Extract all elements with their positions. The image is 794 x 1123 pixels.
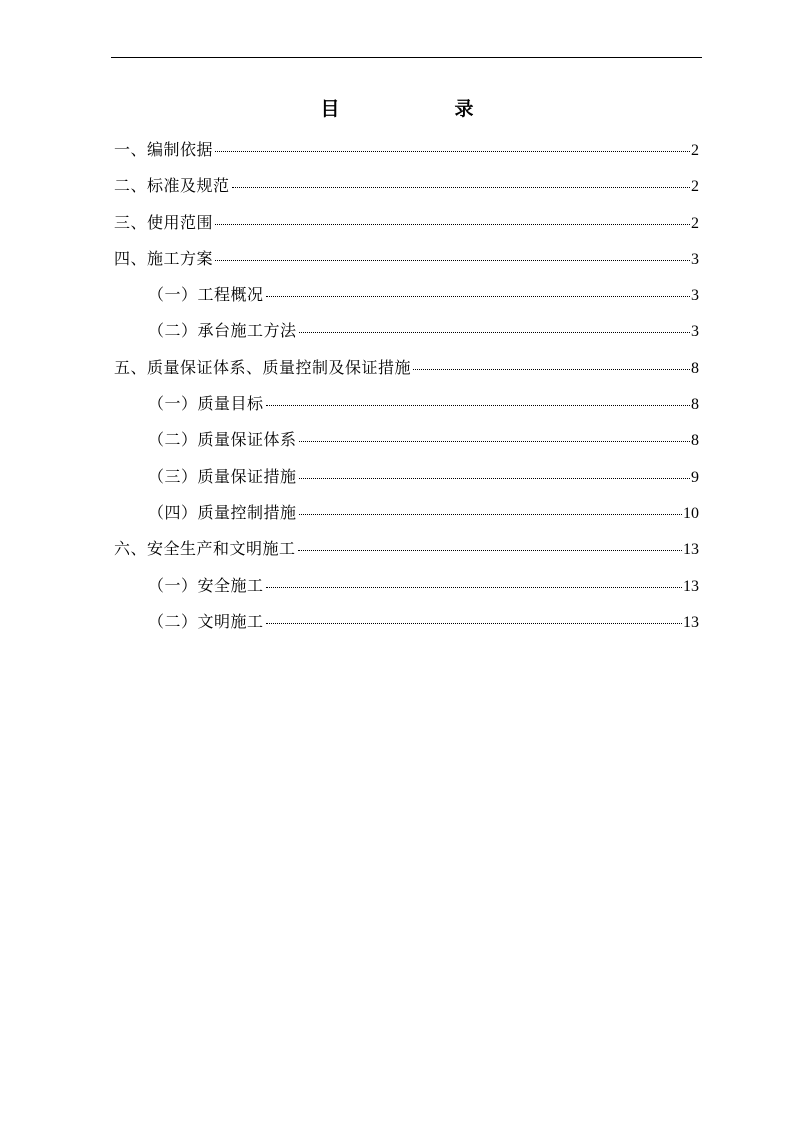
toc-leader-dots xyxy=(232,187,690,188)
header-rule xyxy=(111,57,702,58)
table-of-contents xyxy=(114,136,699,644)
toc-entry-page: 8 xyxy=(691,359,699,377)
toc-entry-page: 3 xyxy=(691,287,699,305)
toc-leader-dots xyxy=(299,478,690,479)
toc-leader-dots xyxy=(299,514,682,515)
toc-entry-text: 四、施工方案 xyxy=(114,248,214,268)
toc-entry[interactable] xyxy=(114,209,699,245)
toc-entry-text: （一）质量目标 xyxy=(148,394,264,414)
toc-entry-text: （一）工程概况 xyxy=(148,285,264,305)
toc-leader-dots xyxy=(215,151,690,152)
toc-leader-dots xyxy=(215,224,690,225)
toc-title: 目 录 xyxy=(320,98,522,120)
toc-subentry[interactable] xyxy=(114,499,699,535)
toc-entry-text: （三）质量保证措施 xyxy=(148,466,297,486)
toc-leader-dots xyxy=(299,332,690,333)
toc-subentry[interactable] xyxy=(114,281,699,317)
toc-leader-dots xyxy=(298,550,682,551)
toc-entry-page: 2 xyxy=(691,214,699,232)
toc-entry-text: 五、质量保证体系、质量控制及保证措施 xyxy=(114,357,412,377)
toc-entry[interactable] xyxy=(114,354,699,390)
toc-leader-dots xyxy=(215,260,690,261)
toc-leader-dots xyxy=(266,296,690,297)
toc-entry-page: 10 xyxy=(683,504,699,522)
toc-subentry[interactable] xyxy=(114,572,699,608)
toc-subentry[interactable] xyxy=(114,608,699,644)
toc-entry-page: 3 xyxy=(691,250,699,268)
toc-entry-text: （四）质量控制措施 xyxy=(148,502,297,522)
toc-entry-page: 13 xyxy=(683,613,699,631)
toc-leader-dots xyxy=(266,587,682,588)
toc-entry-text: （二）质量保证体系 xyxy=(148,430,297,450)
toc-entry[interactable] xyxy=(114,136,699,172)
toc-entry-page: 3 xyxy=(691,323,699,341)
toc-entry-page: 8 xyxy=(691,396,699,414)
toc-leader-dots xyxy=(413,369,690,370)
toc-entry[interactable] xyxy=(114,535,699,571)
toc-entry-text: （二）文明施工 xyxy=(148,611,264,631)
toc-entry-text: 三、使用范围 xyxy=(114,212,214,232)
toc-entry-text: 二、标准及规范 xyxy=(114,176,230,196)
toc-entry-text: 六、安全生产和文明施工 xyxy=(114,539,296,559)
toc-entry-page: 2 xyxy=(691,178,699,196)
toc-subentry[interactable] xyxy=(114,390,699,426)
toc-entry[interactable] xyxy=(114,245,699,281)
toc-entry-text: （二）承台施工方法 xyxy=(148,321,297,341)
toc-leader-dots xyxy=(266,623,682,624)
toc-entry-text: 一、编制依据 xyxy=(114,140,214,159)
toc-subentry[interactable] xyxy=(114,426,699,462)
toc-entry-page: 8 xyxy=(691,432,699,450)
toc-entry-page: 13 xyxy=(683,577,699,595)
toc-leader-dots xyxy=(299,441,690,442)
toc-subentry[interactable] xyxy=(114,463,699,499)
toc-entry-page: 13 xyxy=(683,541,699,559)
toc-entry[interactable] xyxy=(114,172,699,208)
toc-entry-page: 2 xyxy=(691,142,699,159)
toc-subentry[interactable] xyxy=(114,317,699,353)
toc-entry-text: （一）安全施工 xyxy=(148,575,264,595)
toc-leader-dots xyxy=(266,405,690,406)
toc-entry-page: 9 xyxy=(691,468,699,486)
